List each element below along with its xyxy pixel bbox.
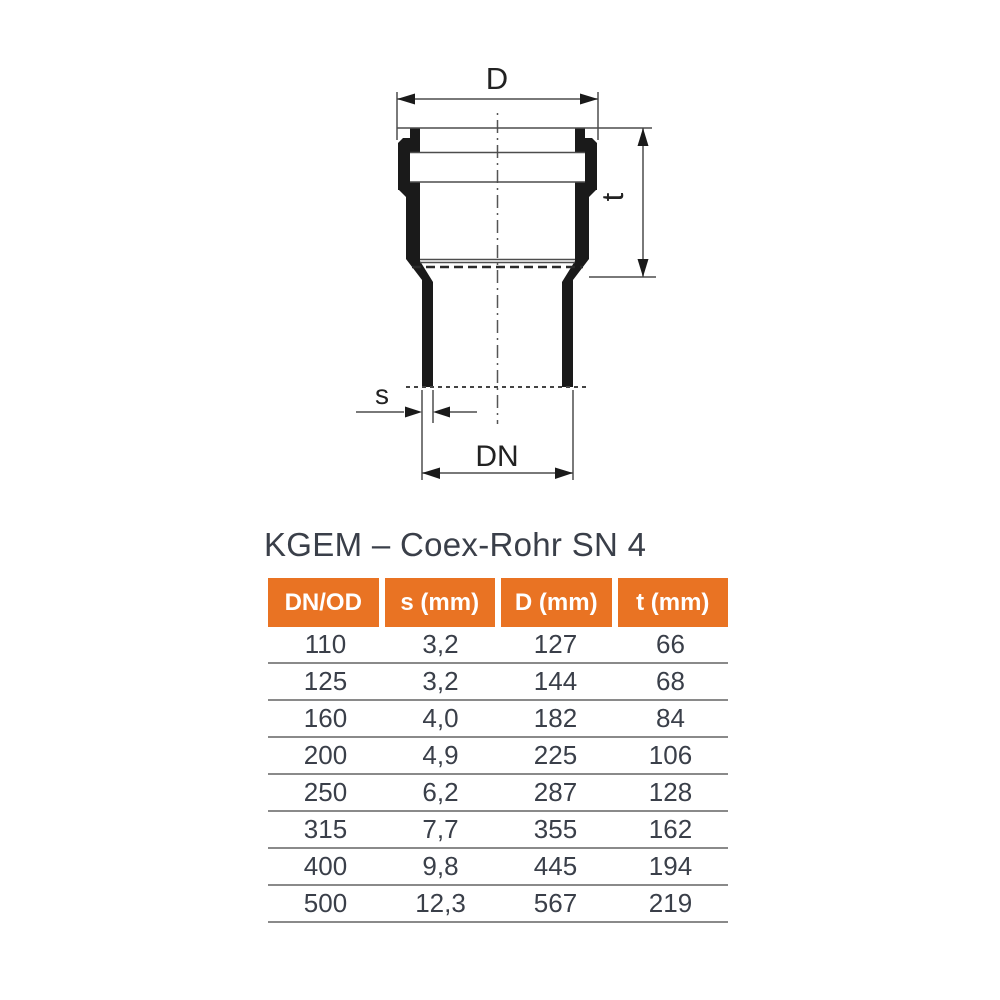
dim-label-dn: DN <box>475 440 519 473</box>
col-header-dn-od: DN/OD <box>268 578 379 627</box>
dimension-t <box>589 128 656 277</box>
socket-wall-right <box>562 128 597 387</box>
table-row <box>268 627 728 664</box>
cell-t: 128 <box>648 777 693 807</box>
dim-label-d: D <box>485 61 509 96</box>
arrowhead-s-right <box>433 407 450 418</box>
cell-dn: 200 <box>303 740 348 770</box>
cell-d: 445 <box>533 851 578 881</box>
cell-dn: 110 <box>304 629 347 659</box>
cell-dn: 315 <box>303 814 348 844</box>
table-title: KGEM – Coex-Rohr SN 4 <box>264 526 647 563</box>
dim-label-t: t <box>595 192 630 202</box>
cell-t: 84 <box>656 703 685 733</box>
cell-t: 219 <box>648 888 693 918</box>
arrowhead-d-right <box>580 94 598 105</box>
cell-d: 144 <box>533 666 578 696</box>
cell-dn: 160 <box>303 703 348 733</box>
arrowhead-dn-left <box>422 468 440 480</box>
cell-s: 12,3 <box>415 888 466 918</box>
cell-dn: 400 <box>303 851 348 881</box>
col-header-d-mm: D (mm) <box>501 578 612 627</box>
dimension-table <box>268 578 728 923</box>
table-row <box>268 738 728 775</box>
table-row <box>268 886 728 923</box>
cell-s: 6,2 <box>422 777 459 807</box>
arrowhead-s-left <box>405 407 422 418</box>
table-body <box>268 627 728 923</box>
arrowhead-dn-right <box>555 468 573 480</box>
cell-s: 4,0 <box>422 703 459 733</box>
cell-dn: 125 <box>303 666 348 696</box>
table-row <box>268 849 728 886</box>
table-row <box>268 812 728 849</box>
socket-wall-left <box>398 128 433 387</box>
cell-s: 4,9 <box>422 740 459 770</box>
cell-d: 225 <box>533 740 578 770</box>
cell-s: 3,2 <box>422 666 459 696</box>
cell-dn: 500 <box>303 888 348 918</box>
cell-t: 68 <box>656 666 685 696</box>
cell-d: 182 <box>533 703 578 733</box>
cell-t: 162 <box>648 814 693 844</box>
dim-label-s: s <box>375 379 389 410</box>
arrowhead-t-bottom <box>638 259 649 277</box>
arrowhead-t-top <box>638 128 649 146</box>
table-header-row <box>268 578 728 627</box>
cell-s: 9,8 <box>422 851 459 881</box>
cell-s: 3,2 <box>422 629 459 659</box>
table-row <box>268 664 728 701</box>
cell-t: 194 <box>648 851 693 881</box>
cell-d: 127 <box>533 629 578 659</box>
table-row <box>268 775 728 812</box>
cell-d: 355 <box>533 814 578 844</box>
arrowhead-d-left <box>397 94 415 105</box>
cell-s: 7,7 <box>422 814 459 844</box>
cell-d: 287 <box>533 777 578 807</box>
cell-d: 567 <box>533 888 578 918</box>
col-header-t-mm: t (mm) <box>618 578 729 627</box>
cell-dn: 250 <box>303 777 348 807</box>
col-header-s-mm: s (mm) <box>385 578 496 627</box>
table-row <box>268 701 728 738</box>
cell-t: 66 <box>656 629 685 659</box>
cell-t: 106 <box>648 740 693 770</box>
